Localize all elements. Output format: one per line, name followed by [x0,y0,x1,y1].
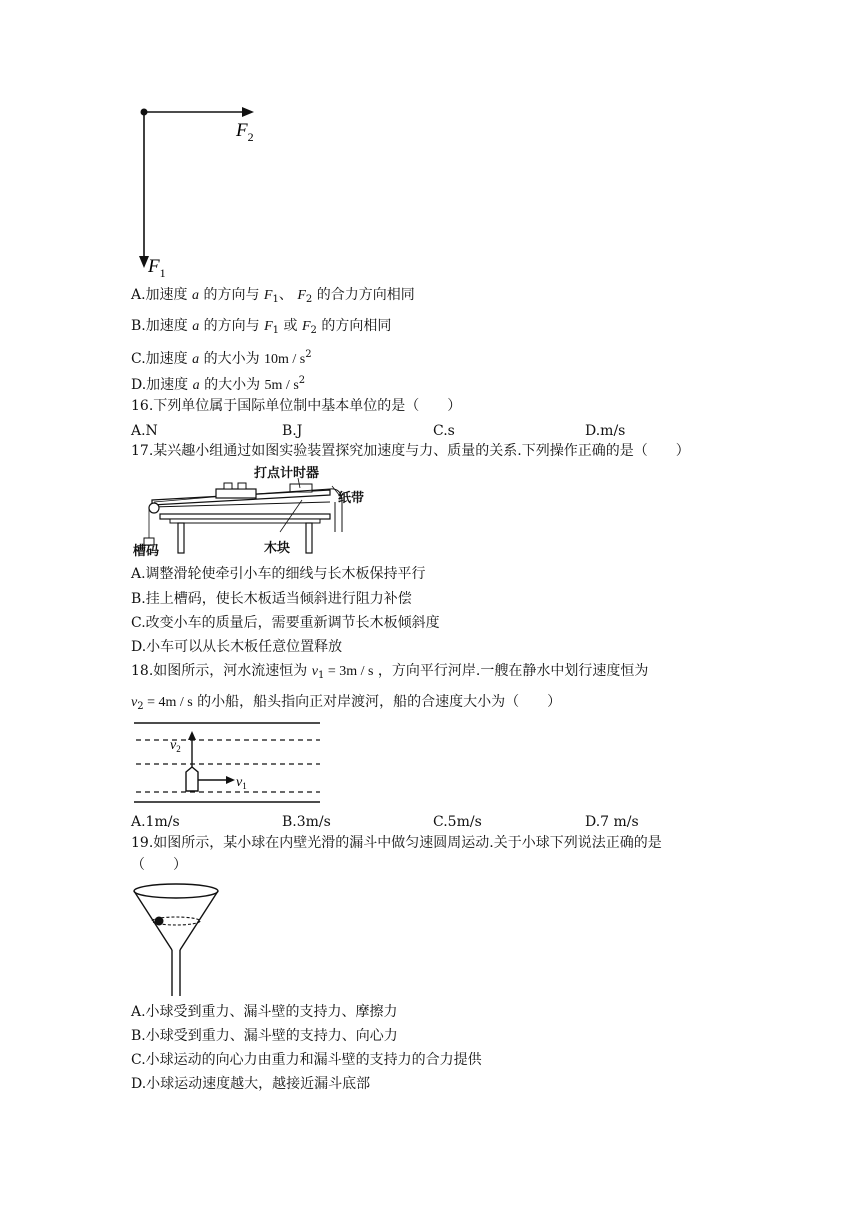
cart-apparatus-diagram [130,462,370,562]
q15-option-c: C.加速度 a 的大小为 $10m / s^2$ [131,349,312,367]
q17-stem: 17.某兴趣小组通过如图实验装置探究加速度与力、质量的关系.下列操作正确的是（ ） [131,443,690,459]
q17-option-b: B.挂上槽码，使长木板适当倾斜进行阻力补偿 [131,591,412,607]
q16-option-b: B.J [282,423,303,439]
q19-stem-line2: （ ） [131,857,187,873]
label-timer: 打点计时器 [254,466,320,481]
q16-stem: 16.下列单位属于国际单位制中基本单位的是（ ） [131,398,462,414]
q19-option-a: A.小球受到重力、漏斗壁的支持力、摩擦力 [131,1004,398,1020]
f1-label: $F_1$ [148,256,166,280]
q17-option-c: C.改变小车的质量后，需要重新调节长木板倾斜度 [131,615,440,631]
f2-label: $F_2$ [236,120,254,144]
q17-option-d: D.小车可以从长木板任意位置释放 [131,639,343,655]
q15-option-d: D.加速度 a 的大小为 $5m / s^2$ [131,375,306,393]
label-weight: 槽码 [133,544,160,559]
label-tape: 纸带 [338,491,365,506]
q17-option-a: A.调整滑轮使牵引小车的细线与长木板保持平行 [131,566,426,582]
q19-option-d: D.小球运动速度越大，越接近漏斗底部 [131,1076,371,1092]
label-block: 木块 [264,541,291,556]
q19-option-b: B.小球受到重力、漏斗壁的支持力、向心力 [131,1028,398,1044]
q16-option-c: C.s [433,423,455,439]
q15-option-a: A.加速度 a 的方向与 $F_1$、 $F_2$ 的合力方向相同 [131,287,415,305]
q19-stem-line1: 19.如图所示，某小球在内壁光滑的漏斗中做匀速圆周运动.关于小球下列说法正确的是 [131,835,662,851]
q19-option-c: C.小球运动的向心力由重力和漏斗壁的支持力的合力提供 [131,1052,482,1068]
q18-option-c: C.5m/s [433,814,482,830]
force-diagram [128,96,268,280]
q18-option-d: D.7 m/s [585,814,639,830]
q15-option-b: B.加速度 a 的方向与 $F_1$ 或 $F_2$ 的方向相同 [131,318,392,336]
q16-option-a: A.N [131,423,158,439]
river-boat-diagram [132,716,324,806]
funnel-diagram [130,880,226,998]
q18-option-b: B.3m/s [282,814,331,830]
q16-option-d: D.m/s [585,423,626,439]
v1-label: $v_1$ [236,775,247,791]
v2-label: $v_2$ [170,738,181,754]
q18-stem-line2: $v_2 = 4m / s$ 的小船，船头指向正对岸渡河，船的合速度大小为（ ） [131,694,562,712]
q18-stem-line1: 18.如图所示，河水流速恒为 $v_1 = 3m / s$ ，方向平行河岸.一艘在静水中划行速度恒为 [131,663,649,681]
q18-option-a: A.1m/s [131,814,180,830]
